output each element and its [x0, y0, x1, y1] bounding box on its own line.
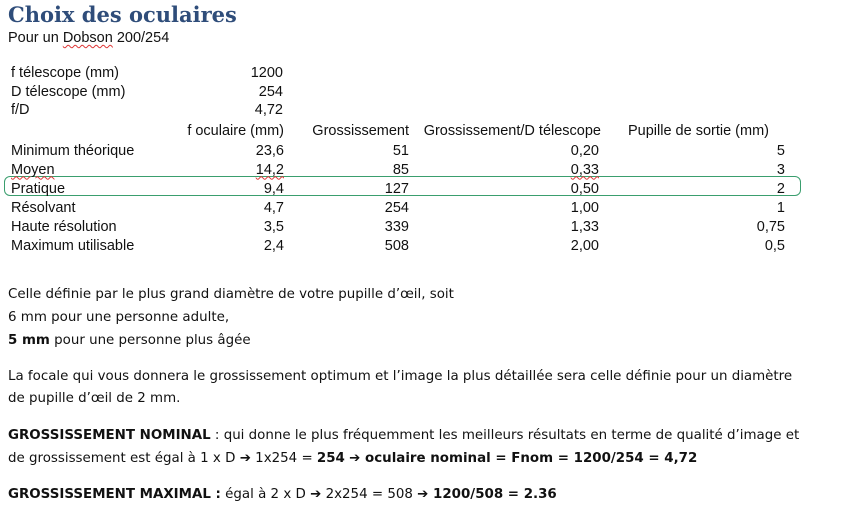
param-row: [11, 83, 283, 102]
row-name: Moyen: [11, 161, 55, 178]
para4-line: [8, 487, 557, 502]
header-focal: f oculaire (mm): [187, 123, 284, 139]
param-label: f/D: [11, 102, 30, 119]
row-name: Minimum théorique: [11, 142, 135, 159]
row-name: Résolvant: [11, 199, 76, 216]
subtitle-prefix: Pour un: [8, 30, 63, 46]
cell-ratio: 1,00: [570, 199, 599, 216]
param-label: f télescope (mm): [11, 65, 119, 82]
cell-focal: 2,4: [263, 237, 284, 254]
cell-pupil: 5: [776, 142, 785, 159]
para4-text1: égal à 2 x D: [220, 487, 306, 502]
cell-focal: 23,6: [255, 142, 284, 159]
spellcheck-word-dobson: Dobson: [62, 30, 113, 46]
para1-line3: [8, 333, 251, 348]
para3-text1: : qui donne le plus fréquemment les meilleurs résultats en terme de qualité d’image et: [210, 428, 800, 443]
table-row: [11, 236, 785, 255]
para3-text3: 1x254 =: [250, 451, 317, 466]
table-row: [11, 217, 785, 236]
row-name: Pratique: [11, 180, 66, 197]
cell-gross: 339: [384, 218, 409, 235]
para1-line3-rest: pour une personne plus âgée: [49, 333, 251, 348]
row-name: Haute résolution: [11, 218, 117, 235]
cell-ratio: 1,33: [570, 218, 599, 235]
param-value: 1200: [250, 65, 283, 82]
table-header: [11, 121, 785, 141]
para2-line2: de pupille d’œil de 2 mm.: [8, 391, 181, 406]
maximal-heading: GROSSISSEMENT MAXIMAL :: [8, 487, 221, 502]
cell-gross: 508: [384, 237, 409, 254]
cell-ratio: 0,20: [570, 142, 599, 159]
cell-ratio: 2,00: [570, 237, 599, 254]
param-label: D télescope (mm): [11, 83, 126, 100]
para4-bold2: 1200/508 = 2.36: [428, 487, 557, 502]
cell-focal: 9,4: [263, 180, 284, 197]
table-row: [11, 198, 785, 217]
bold-5mm: 5 mm: [8, 333, 50, 348]
param-row: [11, 101, 283, 120]
para2-line1: La focale qui vous donnera le grossissement optimum et l’image la plus détaillée sera celle définie pour un diamètre: [8, 369, 793, 384]
header-ratio: Grossissement/D télescope: [423, 123, 601, 139]
cell-focal: 3,5: [263, 218, 284, 235]
subtitle-suffix: 200/254: [112, 30, 170, 46]
cell-pupil: 0,75: [756, 218, 785, 235]
table-row: [11, 160, 785, 179]
arrow-icon: ➔: [349, 451, 361, 466]
para3-line2: [8, 451, 697, 466]
cell-gross: 127: [384, 180, 409, 197]
nominal-heading: GROSSISSEMENT NOMINAL: [8, 428, 211, 443]
param-row: [11, 64, 283, 83]
row-name: Maximum utilisable: [11, 237, 135, 254]
header-gross: Grossissement: [312, 123, 409, 139]
arrow-icon: ➔: [310, 487, 322, 502]
subtitle: [8, 30, 169, 46]
cell-pupil: 0,5: [764, 237, 785, 254]
cell-focal: 14,2: [255, 161, 284, 178]
cell-gross: 254: [384, 199, 409, 216]
cell-gross: 51: [392, 142, 409, 159]
table-row: [11, 179, 785, 198]
cell-pupil: 3: [776, 161, 785, 178]
cell-gross: 85: [392, 161, 409, 178]
cell-pupil: 1: [776, 199, 785, 216]
para1-line2: 6 mm pour une personne adulte,: [8, 310, 230, 325]
telescope-params: [11, 64, 283, 120]
para3-line1: [8, 428, 799, 443]
arrow-icon: ➔: [239, 451, 251, 466]
page-title: Choix des oculaires: [8, 2, 237, 27]
para3-text2: de grossissement est égal à 1 x D: [8, 451, 236, 466]
para3-bold2: 254: [316, 451, 345, 466]
arrow-icon: ➔: [417, 487, 429, 502]
header-pupil: Pupille de sortie (mm): [627, 123, 769, 139]
cell-ratio: 0,50: [570, 180, 599, 197]
cell-focal: 4,7: [263, 199, 284, 216]
cell-ratio: 0,33: [570, 161, 599, 178]
para1-line1: Celle définie par le plus grand diamètre de votre pupille d’œil, soit: [8, 287, 454, 302]
param-value: 254: [258, 83, 283, 100]
cell-pupil: 2: [776, 180, 785, 197]
para3-bold3: oculaire nominal = Fnom = 1200/254 = 4,72: [360, 451, 698, 466]
para4-text2: 2x254 = 508: [321, 487, 418, 502]
param-value: 4,72: [254, 102, 283, 119]
eyepiece-table: [11, 121, 785, 255]
table-row: [11, 141, 785, 160]
